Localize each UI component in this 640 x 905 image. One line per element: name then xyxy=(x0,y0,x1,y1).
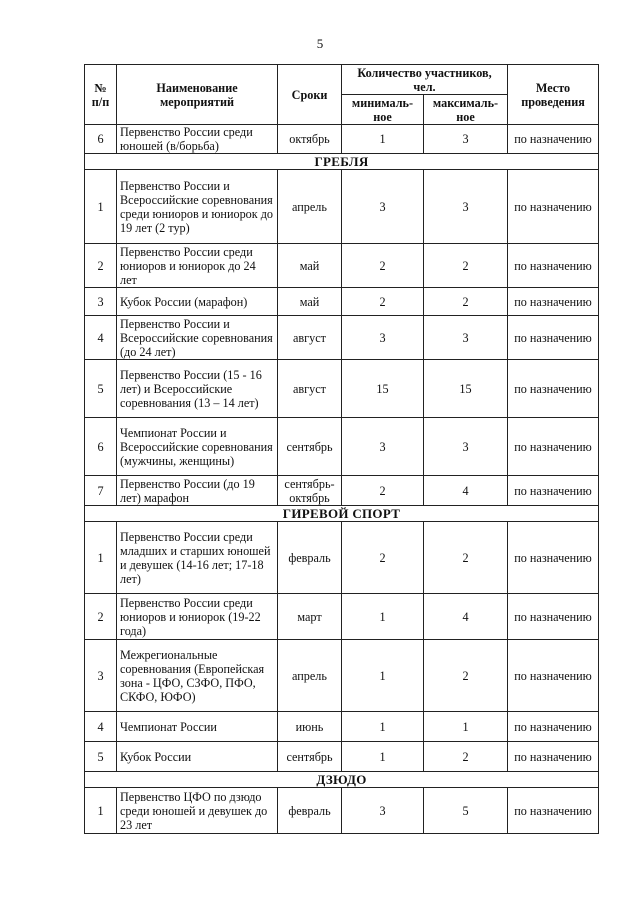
cell-max: 15 xyxy=(424,360,508,418)
cell-date: февраль xyxy=(278,788,342,834)
table-row xyxy=(85,788,599,834)
cell-date: май xyxy=(278,288,342,316)
cell-min: 3 xyxy=(342,418,424,476)
cell-num: 4 xyxy=(85,712,117,742)
section-row xyxy=(85,506,599,522)
cell-max: 2 xyxy=(424,244,508,288)
table-row xyxy=(85,244,599,288)
cell-date: апрель xyxy=(278,170,342,244)
cell-max: 2 xyxy=(424,288,508,316)
table-row xyxy=(85,742,599,772)
cell-max: 4 xyxy=(424,594,508,640)
cell-min: 2 xyxy=(342,244,424,288)
cell-max: 5 xyxy=(424,788,508,834)
section-title: ГРЕБЛЯ xyxy=(85,154,599,170)
header-name: Наименование мероприятий xyxy=(117,65,278,125)
cell-place: по назначению xyxy=(508,476,599,506)
cell-max: 2 xyxy=(424,742,508,772)
cell-place: по назначению xyxy=(508,742,599,772)
cell-date: август xyxy=(278,360,342,418)
cell-min: 3 xyxy=(342,316,424,360)
cell-place: по назначению xyxy=(508,360,599,418)
cell-num: 6 xyxy=(85,125,117,154)
cell-date: август xyxy=(278,316,342,360)
cell-min: 2 xyxy=(342,288,424,316)
section-row xyxy=(85,154,599,170)
cell-place: по назначению xyxy=(508,712,599,742)
cell-num: 4 xyxy=(85,316,117,360)
cell-date: сентябрь-октябрь xyxy=(278,476,342,506)
cell-name: Первенство России (до 19 лет) марафон xyxy=(117,476,278,506)
cell-max: 2 xyxy=(424,640,508,712)
cell-date: февраль xyxy=(278,522,342,594)
cell-place: по назначению xyxy=(508,522,599,594)
table-row xyxy=(85,125,599,154)
cell-min: 15 xyxy=(342,360,424,418)
cell-name: Первенство России среди юниоров и юниорок (19-22 года) xyxy=(117,594,278,640)
cell-num: 3 xyxy=(85,288,117,316)
cell-name: Первенство ЦФО по дзюдо среди юношей и девушек до 23 лет xyxy=(117,788,278,834)
header-max: максималь-ное xyxy=(424,95,508,125)
table-row xyxy=(85,418,599,476)
cell-num: 5 xyxy=(85,742,117,772)
cell-date: июнь xyxy=(278,712,342,742)
cell-min: 3 xyxy=(342,788,424,834)
cell-min: 1 xyxy=(342,125,424,154)
cell-num: 2 xyxy=(85,594,117,640)
cell-name: Первенство России среди юношей (в/борьба) xyxy=(117,125,278,154)
cell-date: октябрь xyxy=(278,125,342,154)
table-row xyxy=(85,316,599,360)
table-row xyxy=(85,170,599,244)
header-place: Место проведения xyxy=(508,65,599,125)
cell-max: 3 xyxy=(424,170,508,244)
cell-name: Первенство России (15 - 16 лет) и Всероссийские соревнования (13 – 14 лет) xyxy=(117,360,278,418)
cell-num: 5 xyxy=(85,360,117,418)
page-number: 5 xyxy=(316,36,324,51)
cell-num: 1 xyxy=(85,788,117,834)
cell-name: Первенство России среди младших и старших юношей и девушек (14-16 лет; 17-18 лет) xyxy=(117,522,278,594)
cell-place: по назначению xyxy=(508,316,599,360)
section-row xyxy=(85,772,599,788)
cell-place: по назначению xyxy=(508,640,599,712)
section-title: ДЗЮДО xyxy=(85,772,599,788)
table-row xyxy=(85,522,599,594)
cell-date: сентябрь xyxy=(278,742,342,772)
cell-min: 2 xyxy=(342,476,424,506)
cell-place: по назначению xyxy=(508,594,599,640)
header-num: № п/п xyxy=(85,65,117,125)
table-header xyxy=(85,65,599,125)
cell-max: 1 xyxy=(424,712,508,742)
cell-max: 3 xyxy=(424,418,508,476)
cell-max: 2 xyxy=(424,522,508,594)
cell-min: 1 xyxy=(342,712,424,742)
cell-place: по назначению xyxy=(508,288,599,316)
cell-date: май xyxy=(278,244,342,288)
cell-max: 3 xyxy=(424,125,508,154)
cell-num: 7 xyxy=(85,476,117,506)
cell-date: апрель xyxy=(278,640,342,712)
cell-place: по назначению xyxy=(508,788,599,834)
cell-num: 6 xyxy=(85,418,117,476)
table-row xyxy=(85,640,599,712)
cell-name: Чемпионат России xyxy=(117,712,278,742)
cell-min: 1 xyxy=(342,742,424,772)
cell-max: 4 xyxy=(424,476,508,506)
table-body xyxy=(85,125,599,834)
table-row xyxy=(85,360,599,418)
header-participants: Количество участников, чел. xyxy=(342,65,508,95)
cell-num: 2 xyxy=(85,244,117,288)
cell-name: Кубок России (марафон) xyxy=(117,288,278,316)
cell-min: 3 xyxy=(342,170,424,244)
cell-num: 3 xyxy=(85,640,117,712)
section-title: ГИРЕВОЙ СПОРТ xyxy=(85,506,599,522)
cell-name: Межрегиональные соревнования (Европейская зона - ЦФО, СЗФО, ПФО, СКФО, ЮФО) xyxy=(117,640,278,712)
cell-name: Чемпионат России и Всероссийские соревнования (мужчины, женщины) xyxy=(117,418,278,476)
events-table xyxy=(84,64,599,834)
table-row xyxy=(85,712,599,742)
cell-date: сентябрь xyxy=(278,418,342,476)
cell-max: 3 xyxy=(424,316,508,360)
cell-name: Первенство России среди юниоров и юниорок до 24 лет xyxy=(117,244,278,288)
cell-place: по назначению xyxy=(508,418,599,476)
cell-place: по назначению xyxy=(508,244,599,288)
cell-place: по назначению xyxy=(508,170,599,244)
cell-min: 1 xyxy=(342,640,424,712)
cell-name: Первенство России и Всероссийские соревнования среди юниоров и юниорок до 19 лет (2 тур) xyxy=(117,170,278,244)
table-row xyxy=(85,594,599,640)
cell-place: по назначению xyxy=(508,125,599,154)
cell-name: Кубок России xyxy=(117,742,278,772)
cell-min: 2 xyxy=(342,522,424,594)
table-row xyxy=(85,288,599,316)
table-row xyxy=(85,476,599,506)
header-dates: Сроки xyxy=(278,65,342,125)
cell-num: 1 xyxy=(85,522,117,594)
cell-date: март xyxy=(278,594,342,640)
header-min: минималь-ное xyxy=(342,95,424,125)
cell-name: Первенство России и Всероссийские соревнования (до 24 лет) xyxy=(117,316,278,360)
cell-num: 1 xyxy=(85,170,117,244)
cell-min: 1 xyxy=(342,594,424,640)
